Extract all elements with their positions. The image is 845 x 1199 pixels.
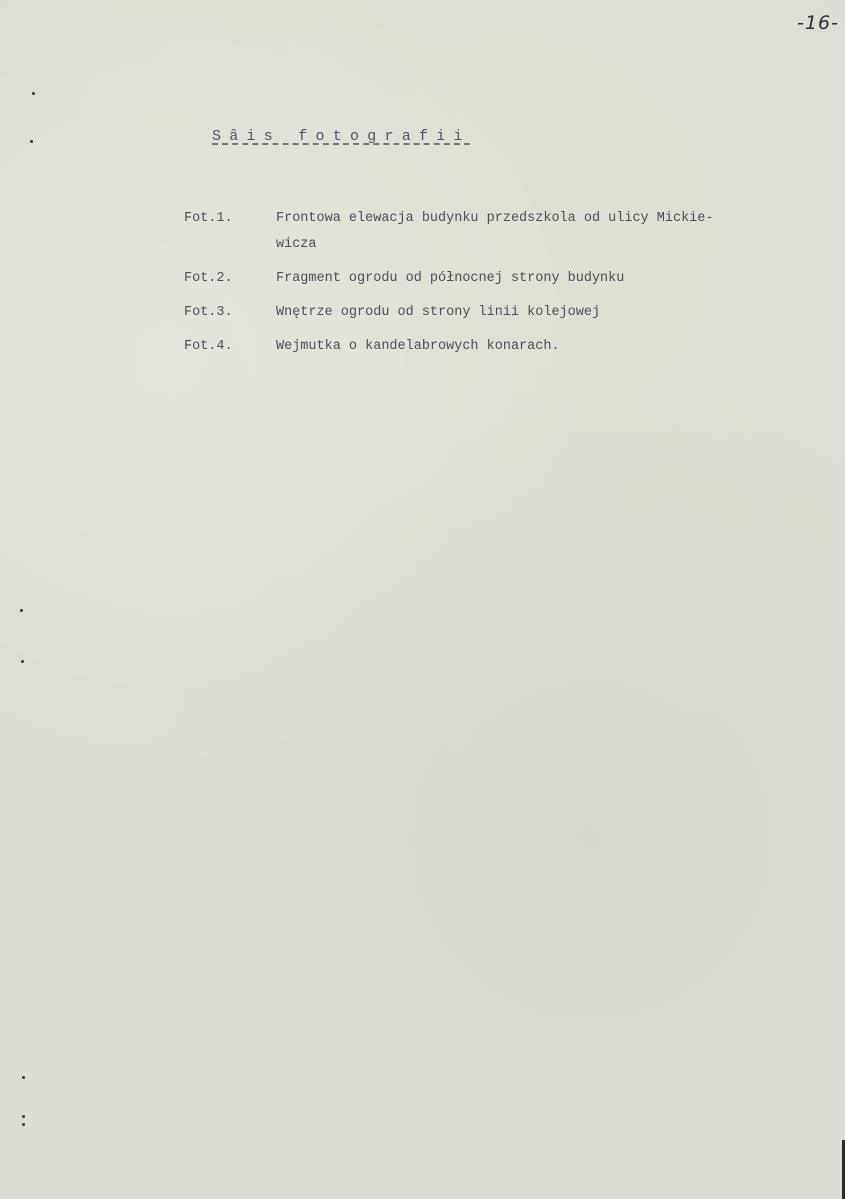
entry-line: wicza [276,237,317,252]
entry-text [274,300,824,326]
list-item [184,266,824,292]
page-number: -16- [797,12,839,34]
entry-line: Wejmutka o kandelabrowych konarach. [276,339,560,354]
list-item [184,334,824,360]
entry-text [274,334,824,360]
margin-speck [32,92,35,95]
list-item [184,206,824,258]
margin-speck [20,609,23,612]
entry-label: Fot.3. [184,305,233,320]
entry-line: Frontowa elewacja budynku przedszkola od ulicy Mickie- [276,211,714,226]
margin-speck [21,660,24,663]
document-title: Sȃis fotografii [212,128,471,145]
list-item [184,300,824,326]
margin-speck [30,140,33,143]
margin-speck [22,1123,25,1126]
margin-speck [22,1076,25,1079]
entry-label: Fot.2. [184,271,233,286]
margin-speck [22,1115,25,1118]
entry-label: Fot.4. [184,339,233,354]
entry-line: Fragment ogrodu od północnej strony budynku [276,271,625,286]
entry-text [274,206,824,258]
entry-label: Fot.1. [184,211,233,226]
photo-list [184,206,824,360]
entry-line: Wnętrze ogrodu od strony linii kolejowej [276,305,601,320]
entry-text [274,266,824,292]
